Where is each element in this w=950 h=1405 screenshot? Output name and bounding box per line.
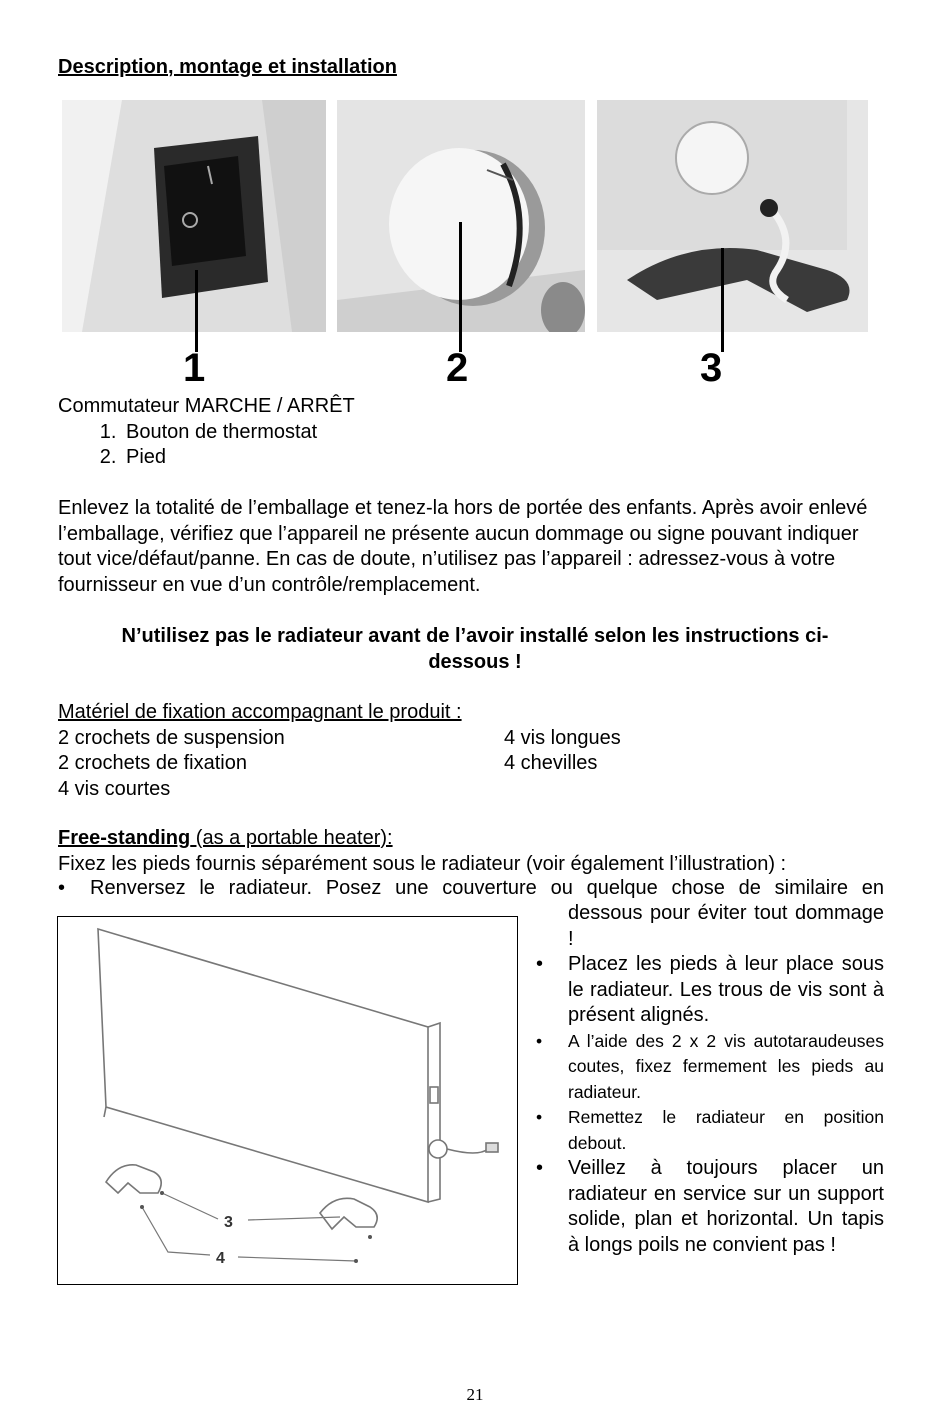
foot-illustration [597,100,868,332]
parts-list [58,394,355,471]
bullet-text: Veillez à toujours placer un radiateur en service sur un support solide, plan et horizontal. Un tapis à longs poils ne convient pas ! [568,1157,884,1256]
material-item: 4 chevilles [504,752,598,774]
bullet-symbol: • [536,1030,543,1051]
figure-label-3: 3 [224,1214,233,1231]
material-item: 4 vis courtes [58,777,171,800]
bullet-text: Placez les pieds à leur place sous le radiateur. Les trous de vis sont à présent alignés. [568,953,884,1026]
bullet-symbol: • [536,1157,544,1179]
list-item [536,1029,884,1106]
list-item: 2. Pied [122,445,355,471]
bullet-symbol: • [58,877,66,899]
bullet-text: Remettez le radiateur en position debout. [568,1107,884,1153]
free-standing-subtitle: (as a portable heater): [190,827,393,849]
page-title: Description, montage et installation [58,56,397,78]
free-standing-intro: Fixez les pieds fournis séparément sous le radiateur (voir également l’illustration) : [58,852,787,875]
free-standing-heading [58,826,888,852]
radiator-figure [57,916,518,1285]
material-row [58,777,758,803]
installation-warning [80,624,870,675]
parts-intro: Commutateur MARCHE / ARRÊT [58,395,355,417]
free-standing-section [58,826,888,877]
instruction-bullets [536,952,884,1258]
pointer-line-2 [459,222,462,352]
switch-illustration [62,100,326,332]
material-title: Matériel de fixation accompagnant le produit : [58,701,462,723]
list-item: 1. Bouton de thermostat [122,420,355,446]
bullet-symbol: • [536,1107,543,1127]
pointer-line-3 [721,248,724,352]
material-row [58,751,758,777]
material-item: 4 vis longues [504,726,621,749]
bullet-first-continuation [568,901,884,952]
material-item: 2 crochets de suspension [58,726,285,749]
warning-line-2: dessous ! [428,650,522,673]
label-3: 3 [700,346,723,390]
label-1: 1 [183,346,206,390]
photo-foot [597,100,868,332]
radiator-drawing [58,917,516,1283]
label-2: 2 [446,346,469,390]
bullet-symbol: • [536,953,544,975]
free-standing-title: Free-standing [58,827,191,849]
list-item [536,1105,884,1156]
list-item [536,952,884,1029]
unpacking-paragraph: Enlevez la totalité de l’emballage et tenez-la hors de portée des enfants. Après avoir enlevé l’emballage, vérifiez que l’appareil ne présente aucun dommage ou signe pouvant indiquer tout vice/défaut/panne. En cas de doute, n’utilisez pas l’appareil : adressez-vous à votre fournisseur en vue d’un contrôle/remplacement. [58,497,868,596]
bullet-text: A l’aide des 2 x 2 vis autotaraudeuses coutes, fixez fermement les pieds au radiateur. [568,1030,884,1102]
page-number: 21 [466,1385,484,1404]
warning-line-1: N’utilisez pas le radiateur avant de l’avoir installé selon les instructions ci- [121,625,829,647]
list-item [536,1156,884,1258]
figure-label-4: 4 [216,1250,225,1267]
bullet-first-text: Renversez le radiateur. Posez une couverture ou quelque chose de similaire en [90,877,884,899]
pointer-line-1 [195,270,198,352]
bullet-first-continuation-text: dessous pour éviter tout dommage ! [568,902,884,950]
material-row [58,726,758,752]
mounting-material [58,700,758,802]
photo-switch [62,100,326,332]
material-item: 2 crochets de fixation [58,752,247,774]
